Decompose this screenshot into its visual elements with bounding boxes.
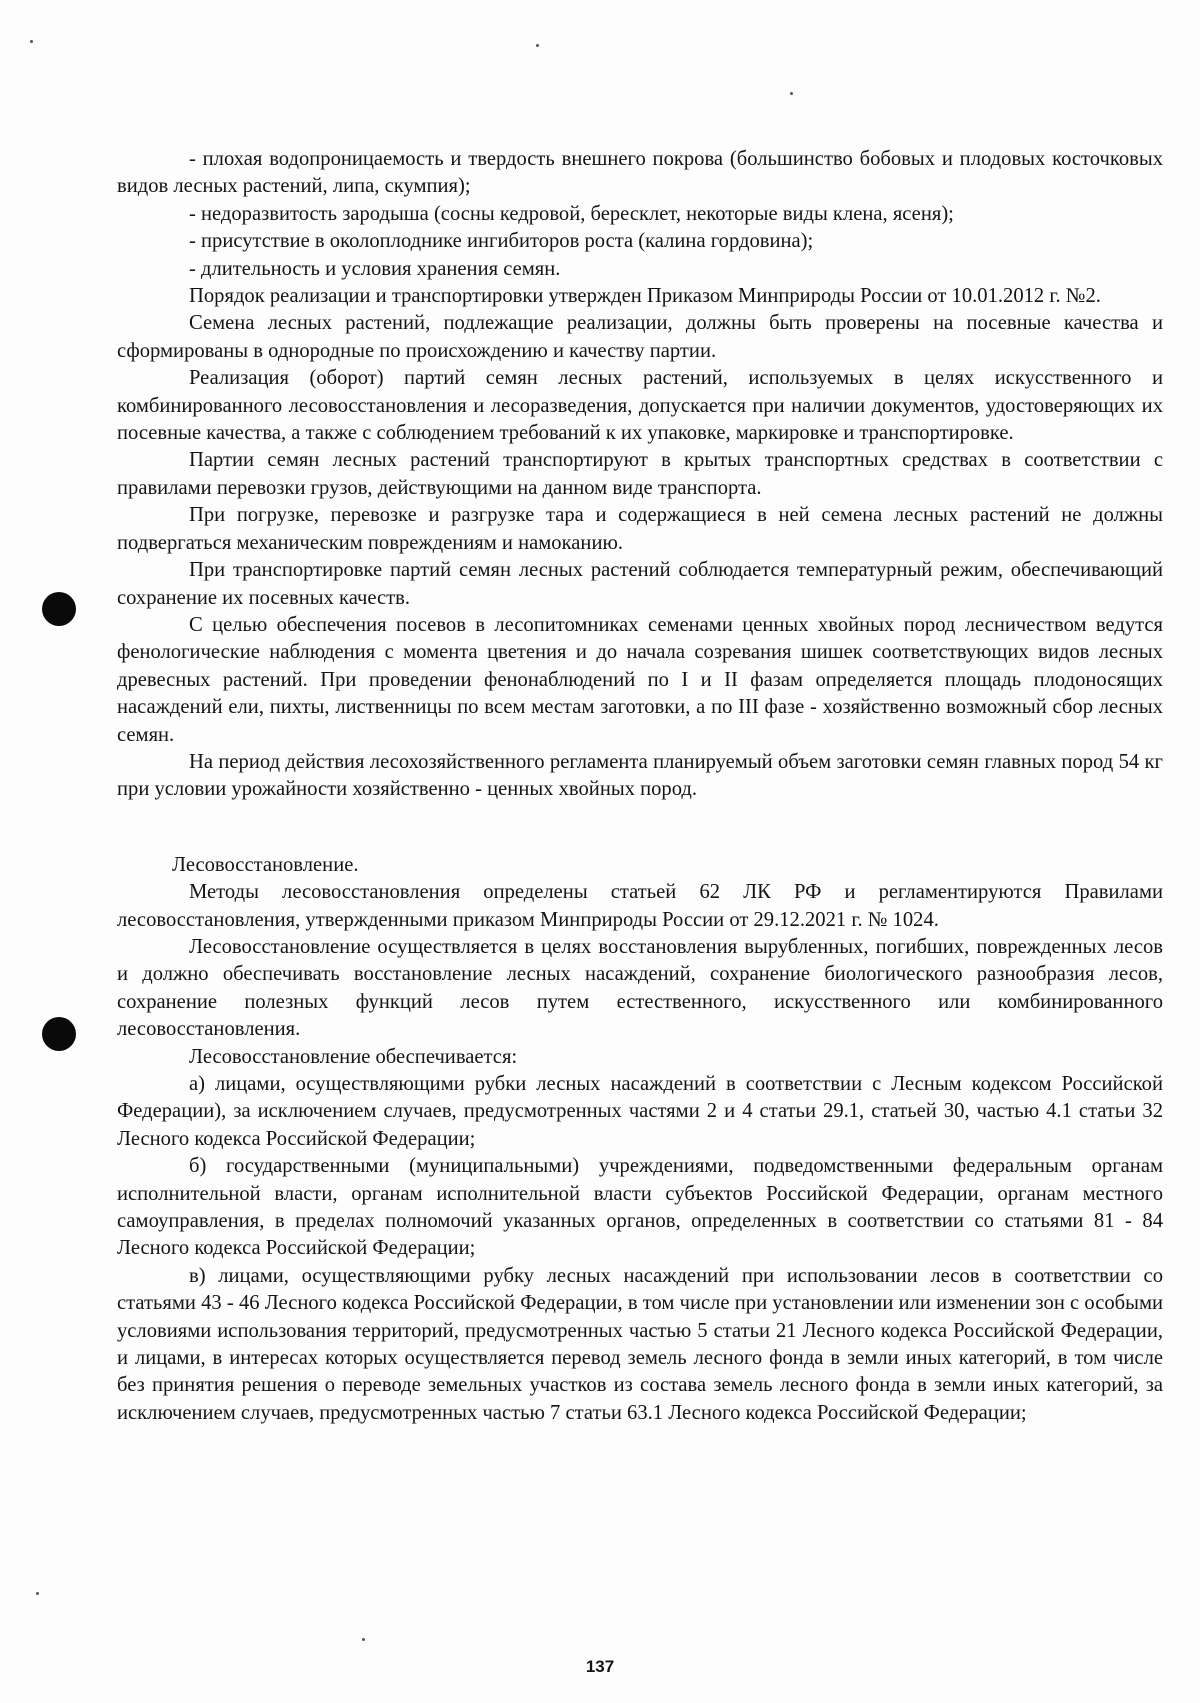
punch-hole-mark xyxy=(42,1017,76,1051)
document-body xyxy=(117,146,1163,1427)
body-paragraph: Лесовосстановление осуществляется в целях восстановления вырубленных, погибших, поврежденных лесов и должно обеспечивать восстановление лесных насаждений, сохранение биологического разнообразия лесов, сохранение полезных функций лесов путем естественного, искусственного или комбинированного лесовосстановления. xyxy=(117,935,1163,1041)
scan-speck xyxy=(30,40,33,43)
body-paragraph: С целью обеспечения посевов в лесопитомниках семенами ценных хвойных пород лесничеством ведутся фенологические наблюдения с момента цветения и до начала созревания шишек соответствующих видов лесных древесных растений. При проведении фенонаблюдений по I и II фазам определяется площадь плодоносящих насаждений ели, пихты, лиственницы по всем местам заготовки, а по III фазе - хозяйственно возможный сбор лесных семян. xyxy=(117,613,1163,746)
paragraph-gap xyxy=(117,804,1163,852)
body-paragraph: - плохая водопроницаемость и твердость внешнего покрова (большинство бобовых и плодовых косточковых видов лесных растений, липа, скумпия); xyxy=(117,148,1163,198)
body-paragraph: Семена лесных растений, подлежащие реализации, должны быть проверены на посевные качества и сформированы в однородные по происхождению и качеству партии. xyxy=(117,312,1163,362)
body-paragraph: Лесовосстановление обеспечивается: xyxy=(189,1045,518,1068)
body-paragraph: На период действия лесохозяйственного регламента планируемый объем заготовки семян главных пород 54 кг при условии урожайности хозяйственно - ценных хвойных пород. xyxy=(117,750,1163,801)
body-paragraph: - присутствие в околоплоднике ингибиторов роста (калина гордовина); xyxy=(189,230,814,253)
body-paragraph: При транспортировке партий семян лесных растений соблюдается температурный режим, обеспечивающий сохранение их посевных качеств. xyxy=(117,559,1163,609)
body-paragraph: б) государственными (муниципальными) учреждениями, подведомственными федеральным органам исполнительной власти, органам исполнительной власти субъектов Российской Федерации, органам местного самоуправления, в пределах полномочий указанных органов, определенных в соответствии со статьями 81 - 84 Лесного кодекса Российской Федерации; xyxy=(117,1155,1163,1260)
scan-speck xyxy=(36,1592,39,1595)
scan-speck xyxy=(536,44,539,47)
punch-hole-mark xyxy=(42,592,76,626)
body-paragraph: Порядок реализации и транспортировки утвержден Приказом Минприроды России от 10.01.2012 г. №2. xyxy=(189,285,1101,308)
body-paragraph: Реализация (оборот) партий семян лесных растений, используемых в целях искусственного и комбинированного лесовосстановления и лесоразведения, допускается при наличии документов, удостоверяющих их посевные качества, а также с соблюдением требований к их упаковке, маркировке и транспортировке. xyxy=(117,367,1163,445)
body-paragraph: При погрузке, перевозке и разгрузке тара и содержащиеся в ней семена лесных растений не должны подвергаться механическим повреждениям и намоканию. xyxy=(117,504,1163,554)
scan-speck xyxy=(790,92,793,95)
body-paragraph: - длительность и условия хранения семян. xyxy=(189,257,561,280)
body-paragraph: Партии семян лесных растений транспортируют в крытых транспортных средствах в соответствии с правилами перевозки грузов, действующими на данном виде транспорта. xyxy=(117,449,1163,499)
scan-speck xyxy=(362,1638,365,1641)
body-paragraph: - недоразвитость зародыша (сосны кедровой, бересклет, некоторые виды клена, ясеня); xyxy=(189,202,954,225)
body-paragraph: Методы лесовосстановления определены статьей 62 ЛК РФ и регламентируются Правилами лесовосстановления, утвержденными приказом Минприроды России от 29.12.2021 г. № 1024. xyxy=(117,881,1163,931)
body-paragraph: в) лицами, осуществляющими рубку лесных насаждений при использовании лесов в соответствии со статьями 43 - 46 Лесного кодекса Российской Федерации, в том числе при установлении или изменении зон с особыми условиями использования территорий, предусмотренных частью 5 статьи 21 Лесного кодекса Российской Федерации, и лицами, в интересах которых осуществляется перевод земель лесного фонда в земли иных категорий, в том числе без принятия решения о переводе земельных участков из состава земель лесного фонда в земли иных категорий, за исключением случаев, предусмотренных частью 7 статьи 63.1 Лесного кодекса Российской Федерации; xyxy=(117,1264,1163,1424)
section-heading: Лесовосстановление. xyxy=(172,853,359,876)
body-paragraph: а) лицами, осуществляющими рубки лесных насаждений в соответствии с Лесным кодексом Российской Федерации), за исключением случаев, предусмотренных частями 2 и 4 статьи 29.1, статьей 30, частью 4.1 статьи 32 Лесного кодекса Российской Федерации; xyxy=(117,1073,1163,1150)
page-number: 137 xyxy=(585,1657,615,1676)
